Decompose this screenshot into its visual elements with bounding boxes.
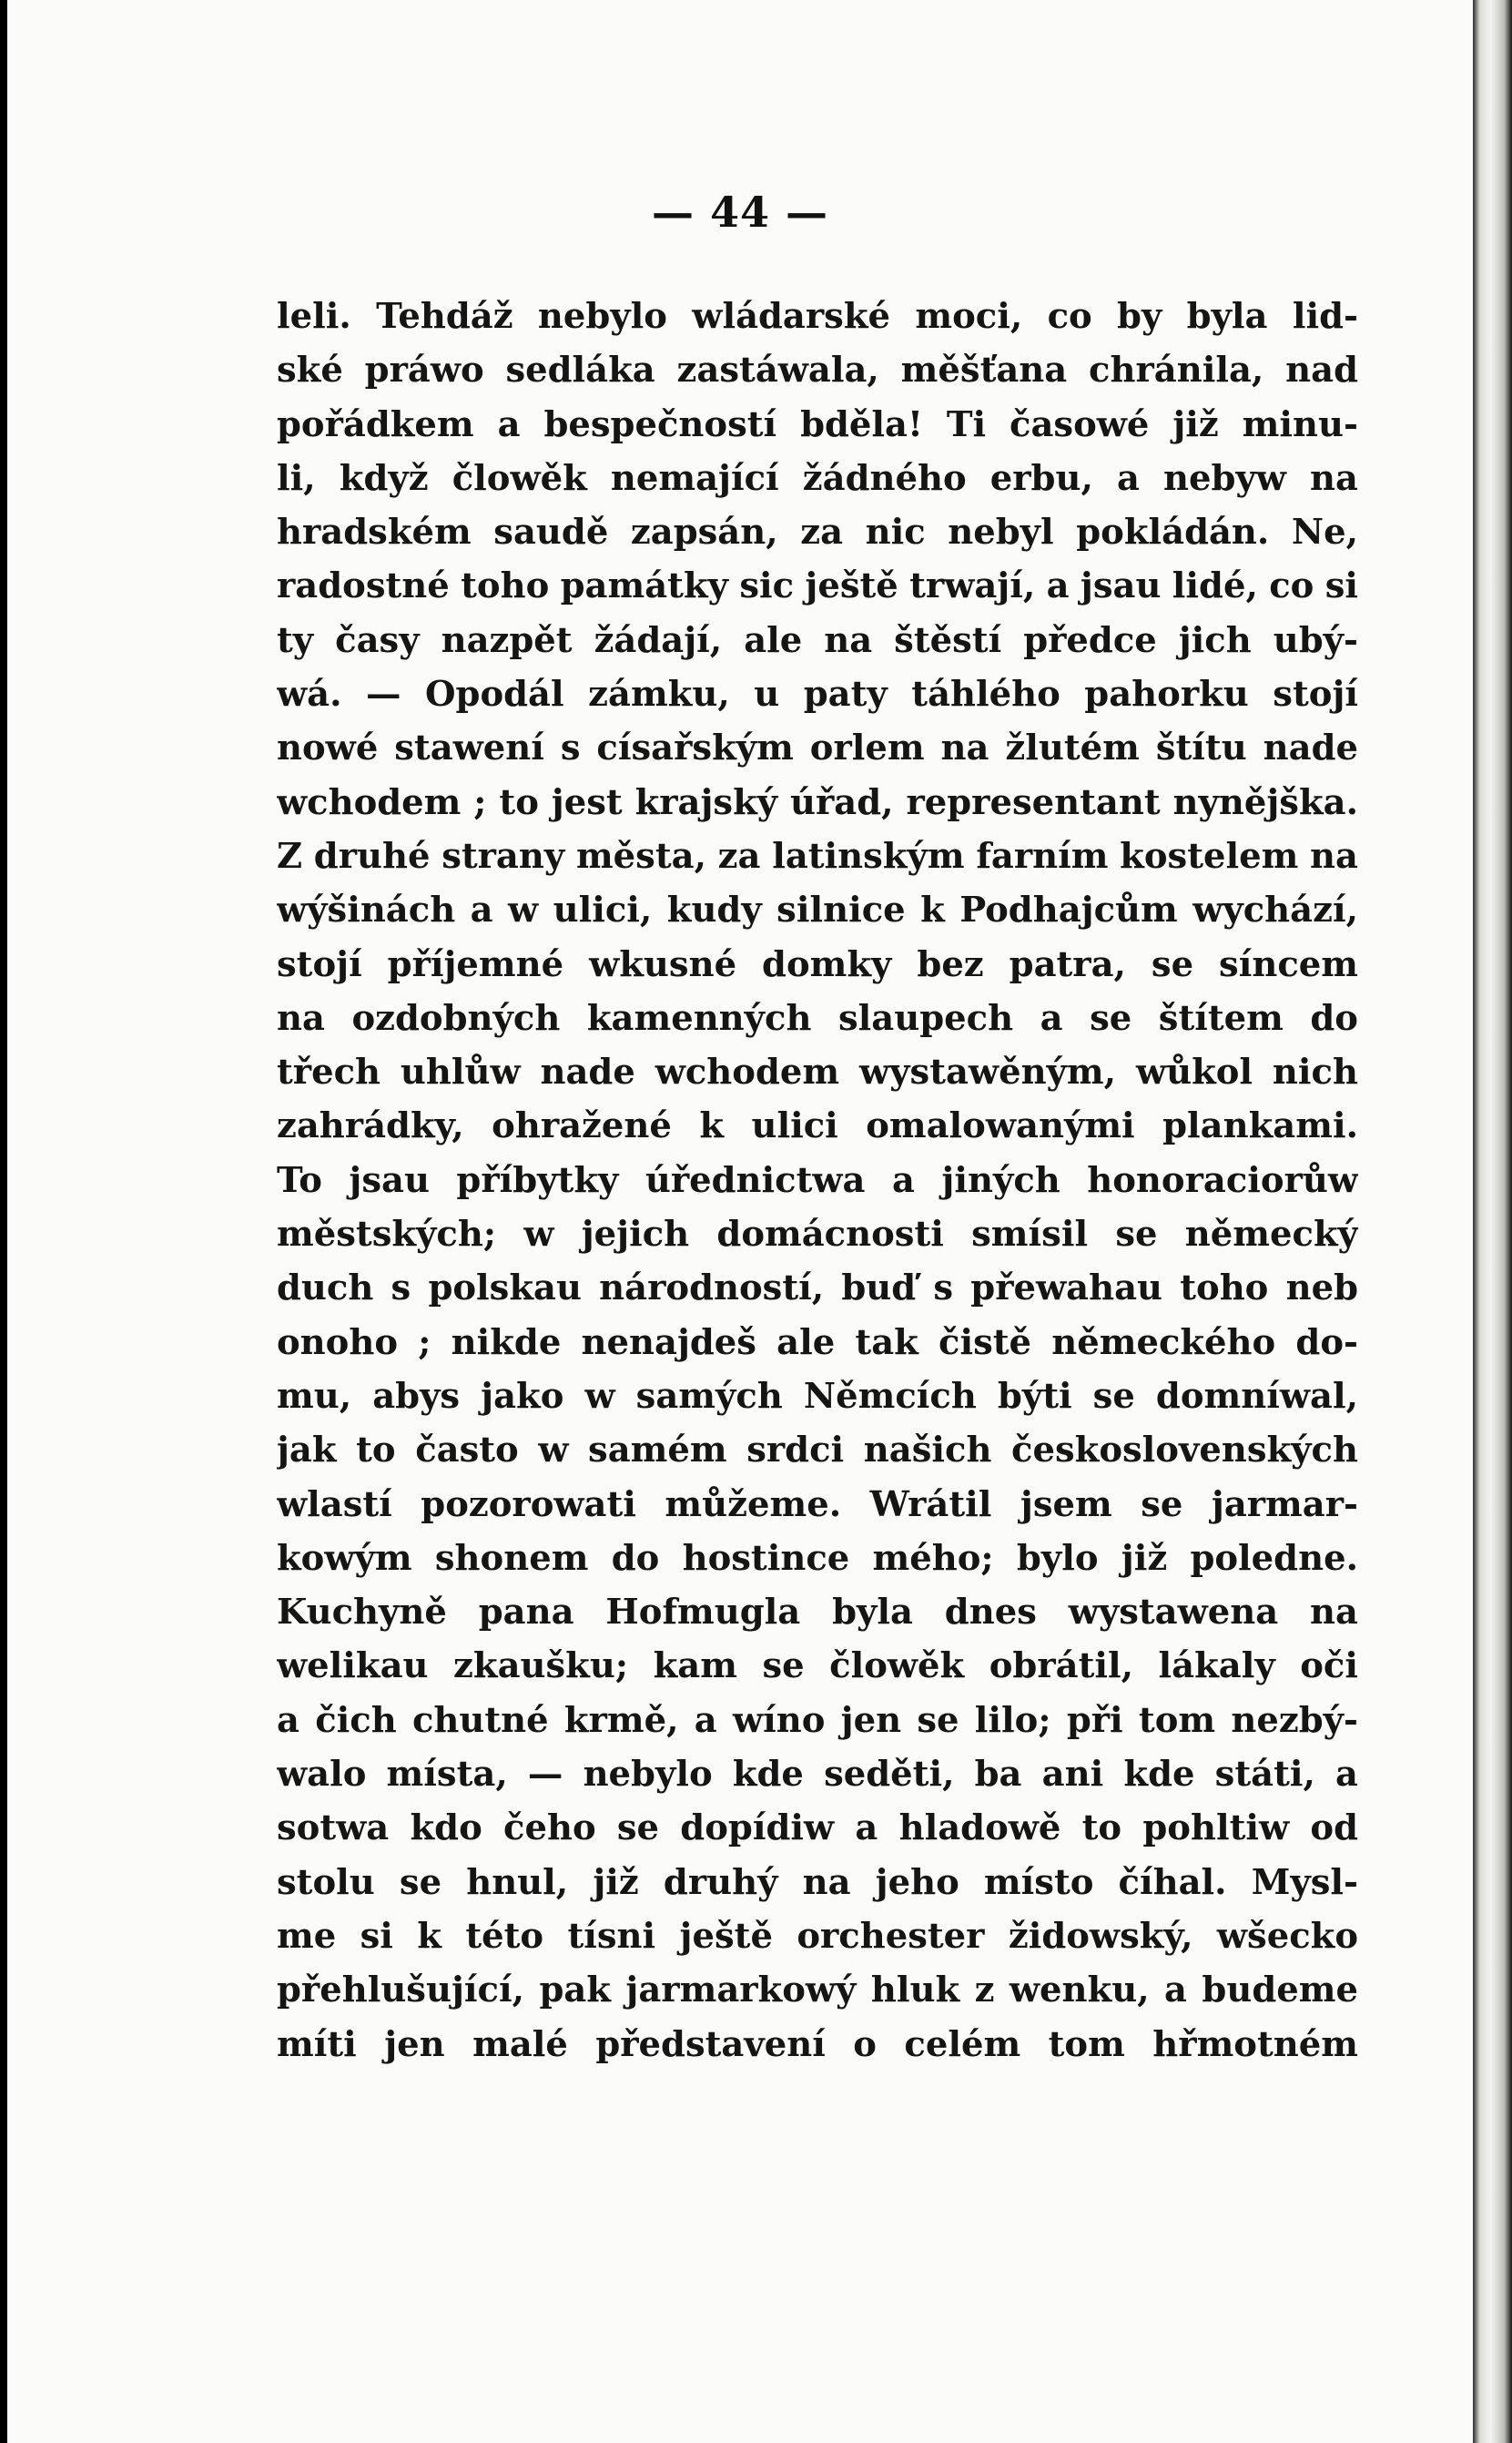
text-line: nowé stawení s císařským orlem na žlutém štítu nade	[277, 728, 1358, 769]
text-line: wchodem ; to jest krajský úřad, representant nynějška.	[277, 781, 1358, 823]
text-line: Kuchyně pana Hofmugla byla dnes wystawena na	[277, 1592, 1358, 1634]
text-line: mu, abys jako w samých Němcích býti se domníwal,	[277, 1375, 1358, 1417]
text-line: přehlušující, pak jarmarkowý hluk z wenku, a budeme	[277, 1970, 1358, 2011]
text-line: kowým shonem do hostince mého; bylo již poledne.	[277, 1537, 1358, 1579]
text-line: radostné toho památky sic ještě trwají, a jsau lidé, co si	[277, 565, 1358, 607]
text-line: pořádkem a bespečností bděla! Ti časowé již minu-	[277, 403, 1358, 445]
text-line: stolu se hnul, již druhý na jeho místo číhal. Mysl-	[277, 1861, 1358, 1903]
text-line: walo místa, — nebylo kde seděti, ba ani kde státi, a	[277, 1754, 1358, 1796]
text-line: městských; w jejich domácnosti smísil se německý	[277, 1214, 1358, 1256]
text-line: míti jen malé představení o celém tom hřmotném	[277, 2023, 1358, 2065]
book-spine-edge	[1473, 0, 1512, 2443]
text-line: ské práwo sedláka zastáwala, měšťana chránila, nad	[277, 350, 1358, 392]
text-line: sotwa kdo čeho se dopídiw a hladowě to pohltiw od	[277, 1807, 1358, 1849]
page-number: — 44 —	[651, 188, 829, 237]
text-line: wá. — Opodál zámku, u paty táhlého pahorku stojí	[277, 674, 1358, 716]
text-line: Z druhé strany města, za latinským farním kostelem na	[277, 835, 1358, 877]
body-text	[277, 290, 1358, 2071]
text-line: wýšinách a w ulici, kudy silnice k Podhajcům wychází,	[277, 890, 1358, 931]
text-line: welikau zkaušku; kam se člowěk obrátil, lákaly oči	[277, 1645, 1358, 1687]
text-line: ty časy nazpět žádají, ale na štěstí předce jich ubý-	[277, 619, 1358, 661]
text-line: hradském saudě zapsán, za nic nebyl pokládán. Ne,	[277, 512, 1358, 554]
text-line: wlastí pozorowati můžeme. Wrátil jsem se jarmar-	[277, 1483, 1358, 1525]
text-line: třech uhlůw nade wchodem wystawěným, wůkol nich	[277, 1052, 1358, 1094]
text-line: zahrádky, ohražené k ulici omalowanými plankami.	[277, 1105, 1358, 1147]
text-line: li, když člowěk nemající žádného erbu, a nebyw na	[277, 457, 1358, 499]
text-line: jak to často w samém srdci našich československých	[277, 1430, 1358, 1471]
text-line: stojí příjemné wkusné domky bez patra, se síncem	[277, 943, 1358, 985]
text-line: na ozdobných kamenných slaupech a se štítem do	[277, 997, 1358, 1039]
book-page	[7, 0, 1473, 2443]
text-line: a čich chutné krmě, a wíno jen se lilo; při tom nezbý-	[277, 1699, 1358, 1741]
text-line: duch s polskau národností, buď s přewahau toho neb	[277, 1267, 1358, 1309]
text-line: me si k této tísni ještě orchester židowský, wšecko	[277, 1915, 1358, 1957]
text-line: leli. Tehdáž nebylo wládarské moci, co by byla lid-	[277, 296, 1358, 337]
text-line: onoho ; nikde nenajdeš ale tak čistě německého do-	[277, 1321, 1358, 1363]
text-line: To jsau příbytky úřednictwa a jiných honoraciorůw	[277, 1159, 1358, 1201]
